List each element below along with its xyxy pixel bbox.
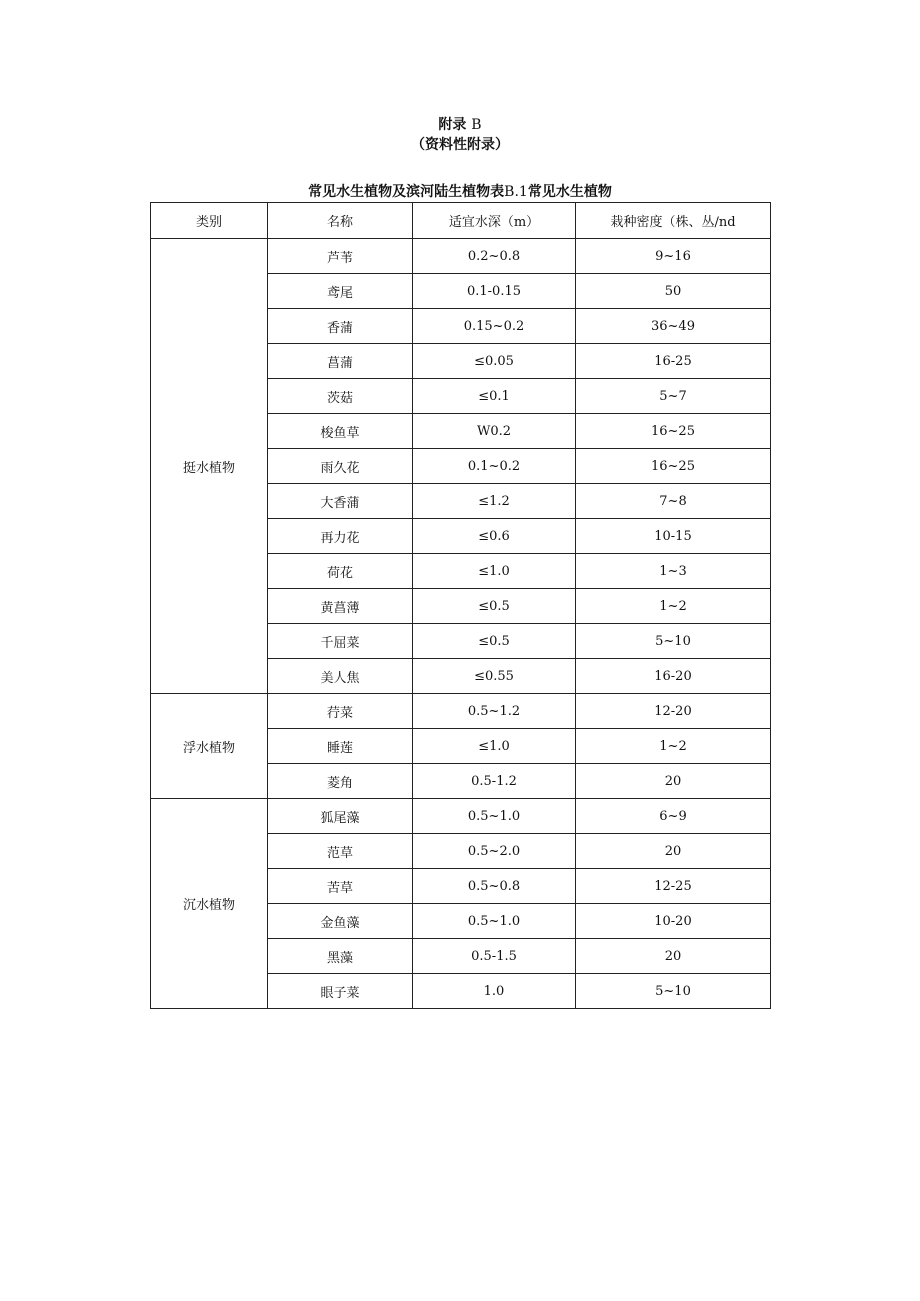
- table-caption: [0, 183, 920, 201]
- density-cell: 12-20: [576, 694, 771, 729]
- density-cell: 50: [576, 274, 771, 309]
- name-cell: 黄菖薄: [268, 589, 413, 624]
- depth-cell: ≤0.5: [413, 624, 576, 659]
- density-cell: 1~2: [576, 589, 771, 624]
- depth-cell: ≤0.6: [413, 519, 576, 554]
- density-cell: 5~10: [576, 624, 771, 659]
- density-cell: 16-20: [576, 659, 771, 694]
- density-cell: 12-25: [576, 869, 771, 904]
- header-density: 栽种密度（株、丛/nd: [576, 203, 771, 239]
- header-category: 类别: [151, 203, 268, 239]
- category-cell: 沉水植物: [151, 799, 268, 1009]
- table-row: [151, 239, 771, 274]
- density-cell: 20: [576, 939, 771, 974]
- name-cell: 再力花: [268, 519, 413, 554]
- depth-cell: 0.2~0.8: [413, 239, 576, 274]
- density-cell: 16~25: [576, 449, 771, 484]
- name-cell: 睡莲: [268, 729, 413, 764]
- name-cell: 大香蒲: [268, 484, 413, 519]
- appendix-title-letter: B: [471, 117, 482, 133]
- appendix-title: [0, 116, 920, 134]
- name-cell: 美人焦: [268, 659, 413, 694]
- depth-cell: 0.5~1.0: [413, 904, 576, 939]
- depth-cell: W0.2: [413, 414, 576, 449]
- density-cell: 10-15: [576, 519, 771, 554]
- name-cell: 范草: [268, 834, 413, 869]
- name-cell: 菖蒲: [268, 344, 413, 379]
- name-cell: 黑藻: [268, 939, 413, 974]
- appendix-title-main: 附录: [438, 117, 467, 133]
- depth-cell: ≤0.1: [413, 379, 576, 414]
- density-cell: 1~3: [576, 554, 771, 589]
- name-cell: 雨久花: [268, 449, 413, 484]
- table-caption-main: 常见水生植物及滨河陆生植物表: [308, 184, 505, 200]
- table-caption-number: B.1: [504, 184, 528, 200]
- table-body: [151, 239, 771, 1009]
- table-header-row: [151, 203, 771, 239]
- density-cell: 10-20: [576, 904, 771, 939]
- name-cell: 金鱼藻: [268, 904, 413, 939]
- depth-cell: ≤1.2: [413, 484, 576, 519]
- density-cell: 5~7: [576, 379, 771, 414]
- depth-cell: ≤0.5: [413, 589, 576, 624]
- depth-cell: ≤0.55: [413, 659, 576, 694]
- depth-cell: 0.5~0.8: [413, 869, 576, 904]
- category-cell: 挺水植物: [151, 239, 268, 694]
- depth-cell: 0.1~0.2: [413, 449, 576, 484]
- name-cell: 香蒲: [268, 309, 413, 344]
- plant-table: [150, 202, 771, 1009]
- depth-cell: 0.5~1.0: [413, 799, 576, 834]
- depth-cell: ≤1.0: [413, 554, 576, 589]
- name-cell: 梭鱼草: [268, 414, 413, 449]
- depth-cell: 0.5~2.0: [413, 834, 576, 869]
- name-cell: 苦草: [268, 869, 413, 904]
- table-caption-tail: 常见水生植物: [527, 184, 612, 200]
- name-cell: 菱角: [268, 764, 413, 799]
- density-cell: 7~8: [576, 484, 771, 519]
- name-cell: 茨菇: [268, 379, 413, 414]
- density-cell: 16-25: [576, 344, 771, 379]
- category-cell: 浮水植物: [151, 694, 268, 799]
- table-row: [151, 694, 771, 729]
- appendix-subtitle: （资料性附录）: [411, 137, 509, 153]
- name-cell: 芦苇: [268, 239, 413, 274]
- name-cell: 狐尾藻: [268, 799, 413, 834]
- depth-cell: 0.15~0.2: [413, 309, 576, 344]
- name-cell: 鸢尾: [268, 274, 413, 309]
- density-cell: 9~16: [576, 239, 771, 274]
- name-cell: 千屈菜: [268, 624, 413, 659]
- name-cell: 荷花: [268, 554, 413, 589]
- name-cell: 眼子菜: [268, 974, 413, 1009]
- depth-cell: 0.5~1.2: [413, 694, 576, 729]
- density-cell: 20: [576, 834, 771, 869]
- depth-cell: ≤1.0: [413, 729, 576, 764]
- density-cell: 20: [576, 764, 771, 799]
- density-cell: 16~25: [576, 414, 771, 449]
- depth-cell: 0.5-1.2: [413, 764, 576, 799]
- depth-cell: 0.5-1.5: [413, 939, 576, 974]
- name-cell: 荇菜: [268, 694, 413, 729]
- depth-cell: 0.1-0.15: [413, 274, 576, 309]
- depth-cell: ≤0.05: [413, 344, 576, 379]
- density-cell: 5~10: [576, 974, 771, 1009]
- header-depth: 适宜水深（m）: [413, 203, 576, 239]
- density-cell: 1~2: [576, 729, 771, 764]
- header-name: 名称: [268, 203, 413, 239]
- table-row: [151, 799, 771, 834]
- density-cell: 36~49: [576, 309, 771, 344]
- depth-cell: 1.0: [413, 974, 576, 1009]
- density-cell: 6~9: [576, 799, 771, 834]
